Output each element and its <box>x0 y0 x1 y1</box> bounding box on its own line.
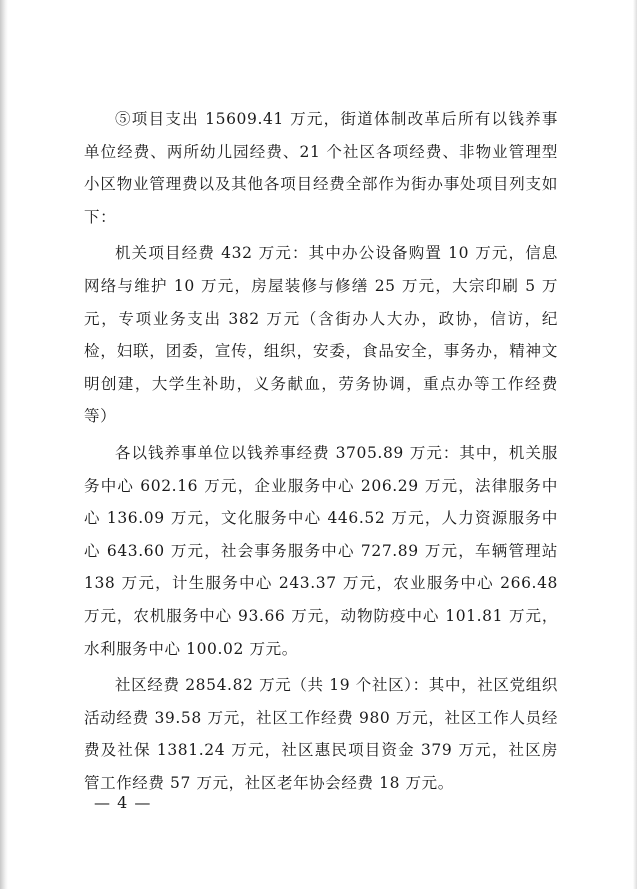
page-edge-shadow <box>0 0 8 889</box>
paragraph-project-expenditure: ⑤项目支出 15609.41 万元，街道体制改革后所有以钱养事单位经费、两所幼儿园经费、21 个社区各项经费、非物业管理型小区物业管理费以及其他各项目经费全部作为街办事处项目列支如下： <box>84 110 558 226</box>
paragraph-community-funds: 社区经费 2854.82 万元（共 19 个社区）：其中，社区党组织活动经费 39.58 万元，社区工作经费 980 万元，社区工作人员经费及社保 1381.24 万元，社区惠民项目资金 379 万元，社区房管工作经费 57 万元，社区老年协会经费 18 万元。 <box>84 676 558 792</box>
paragraph-service-unit-funds: 各以钱养事单位以钱养事经费 3705.89 万元：其中，机关服务中心 602.16 万元，企业服务中心 206.29 万元，法律服务中心 136.09 万元，文化服务中心 446.52 万元，人力资源服务中心 643.60 万元，社会事务服务中心 727.89 万元，车辆管理站 138 万元，计生服务中心 243.37 万元，农业服务中心 266.48 万元，农机服务中心 93.66 万元，动物防疫中心 101.81 万元，水利服务中心 100.02 万元。 <box>84 443 558 658</box>
document-body <box>84 103 558 799</box>
paragraph-agency-project-funds: 机关项目经费 432 万元：其中办公设备购置 10 万元，信息网络与维护 10 万元，房屋装修与修缮 25 万元，大宗印刷 5 万元，专项业务支出 382 万元（含街办人大办，政协，信访，纪检，妇联，团委，宣传，组织，安委，食品安全，事务办，精神文明创建，大学生补助，义务献血，劳务协调，重点办等工作经费等） <box>84 244 558 426</box>
page-number: — 4 — <box>94 793 152 812</box>
page-edge-shadow-right <box>633 0 637 889</box>
